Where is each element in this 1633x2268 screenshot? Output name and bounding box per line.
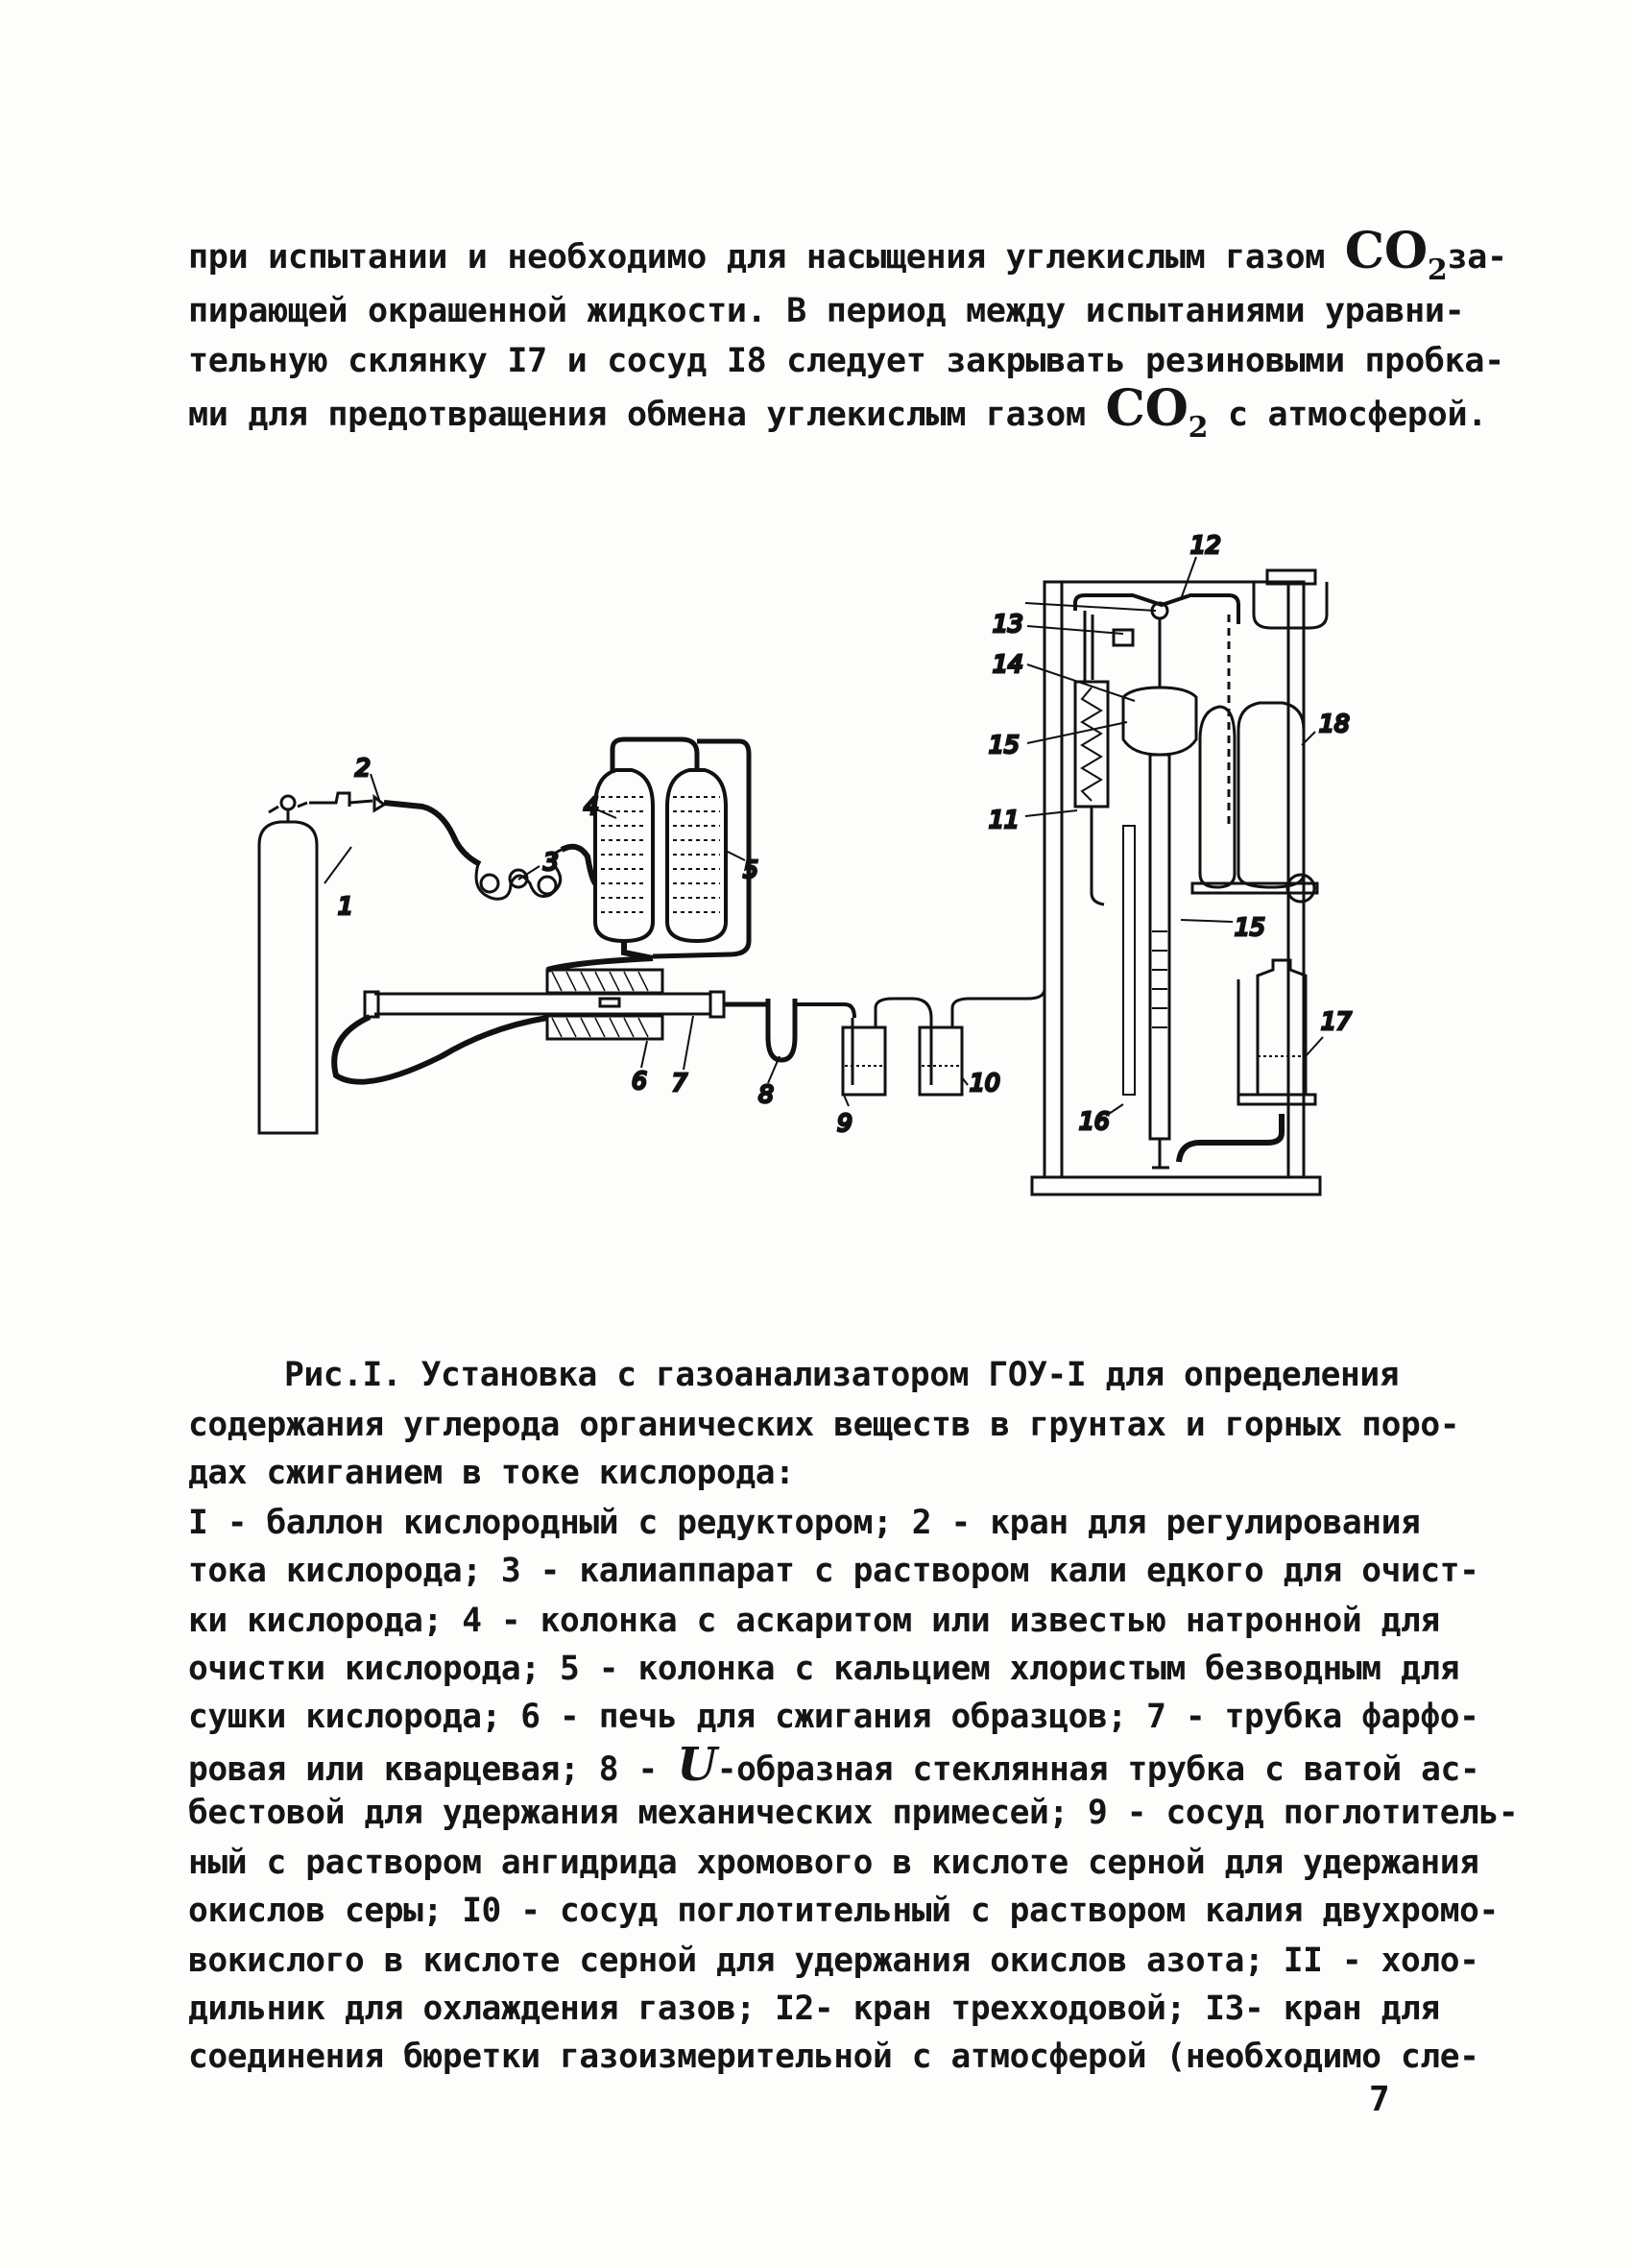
label-3: 3 — [543, 848, 559, 876]
oxygen-cylinder — [259, 796, 317, 1133]
label-16: 16 — [1079, 1107, 1110, 1135]
absorption-vessels — [843, 989, 1045, 1095]
intro-line-4-end: с атмосферой. — [1208, 396, 1487, 434]
label-15-top: 15 — [989, 731, 1020, 759]
apparatus-diagram — [230, 519, 1411, 1248]
label-6: 6 — [632, 1067, 647, 1095]
label-15-burette: 15 — [1235, 913, 1265, 941]
label-18: 18 — [1319, 710, 1350, 737]
u-tube-8 — [724, 999, 854, 1060]
intro-line-1-end: за- — [1447, 238, 1507, 277]
intro-line-4 — [188, 379, 1487, 453]
label-9: 9 — [837, 1109, 853, 1137]
label-13: 13 — [993, 610, 1023, 638]
co2-formula-2: $CO_2$ — [1105, 379, 1209, 445]
label-12: 12 — [1190, 531, 1221, 559]
potash-apparatus — [476, 847, 595, 899]
caption-line-12: окислов серы; I0 - сосуд поглотительный с раствором калия двухромо- — [188, 1892, 1499, 1930]
label-1: 1 — [338, 892, 353, 920]
caption-line-1: Рис.I. Установка с газоанализатором ГОУ-I для определения — [284, 1356, 1400, 1394]
label-11: 11 — [989, 806, 1020, 833]
leader-lines — [324, 557, 1323, 1116]
caption-line-14: дильник для охлаждения газов; I2- кран трехходовой; I3- кран для — [188, 1990, 1440, 2028]
caption-line-2: содержания углерода органических веществ в грунтах и горных поро- — [188, 1406, 1460, 1444]
label-10: 10 — [970, 1069, 1000, 1097]
intro-line-1-text: при испытании и необходимо для насыщения углекислым газом — [188, 238, 1345, 277]
co2-formula: $CO_2$ — [1344, 222, 1448, 287]
columns-4-5 — [595, 739, 749, 958]
caption-line-15: соединения бюретки газоизмерительной с атмосферой (необходимо сле- — [188, 2038, 1479, 2076]
u-symbol: U — [677, 1738, 717, 1792]
label-5: 5 — [743, 856, 758, 883]
label-2: 2 — [355, 754, 371, 782]
caption-line-5: тока кислорода; 3 - калиаппарат с раствором кали едкого для очист- — [188, 1552, 1479, 1590]
label-8: 8 — [758, 1080, 774, 1108]
caption-line-4: I - баллон кислородный с редуктором; 2 - кран для регулирования — [188, 1504, 1421, 1542]
gas-analyzer-cabinet — [1032, 570, 1327, 1194]
intro-line-2: пирающей окрашенной жидкости. В период между испытаниями уравни- — [188, 292, 1465, 330]
caption-line-13: вокислого в кислоте серной для удержания окислов азота; II - холо- — [188, 1942, 1479, 1980]
caption-line-7: очистки кислорода; 5 - колонка с кальцием хлористым безводным для — [188, 1650, 1460, 1688]
caption-line-6: ки кислорода; 4 - колонка с аскаритом или известью натронной для — [188, 1602, 1440, 1640]
caption-line-3: дах сжиганием в токе кислорода: — [188, 1454, 795, 1492]
caption-line-10: бестовой для удержания механических примесей; 9 - сосуд поглотитель- — [188, 1794, 1519, 1832]
furnace-tube — [334, 958, 724, 1082]
label-7: 7 — [672, 1069, 687, 1097]
label-17: 17 — [1321, 1007, 1352, 1035]
intro-line-4-text: ми для предотвращения обмена углекислым газом — [188, 396, 1106, 434]
page-number: 7 — [1369, 2080, 1390, 2119]
caption-line-9: ровая или кварцевая; 8 - U-образная стеклянная трубка с ватой ас- — [188, 1738, 1480, 1792]
caption-line-11: ный с раствором ангидрида хромового в кислоте серной для удержания — [188, 1844, 1479, 1882]
caption-line-8: сушки кислорода; 6 - печь для сжигания образцов; 7 - трубка фарфо- — [188, 1698, 1479, 1736]
intro-line-3: тельную склянку I7 и сосуд I8 следует закрывать резиновыми пробка- — [188, 342, 1504, 380]
label-14: 14 — [993, 650, 1023, 678]
reducer-valve-2 — [309, 793, 480, 864]
label-4: 4 — [584, 792, 599, 820]
